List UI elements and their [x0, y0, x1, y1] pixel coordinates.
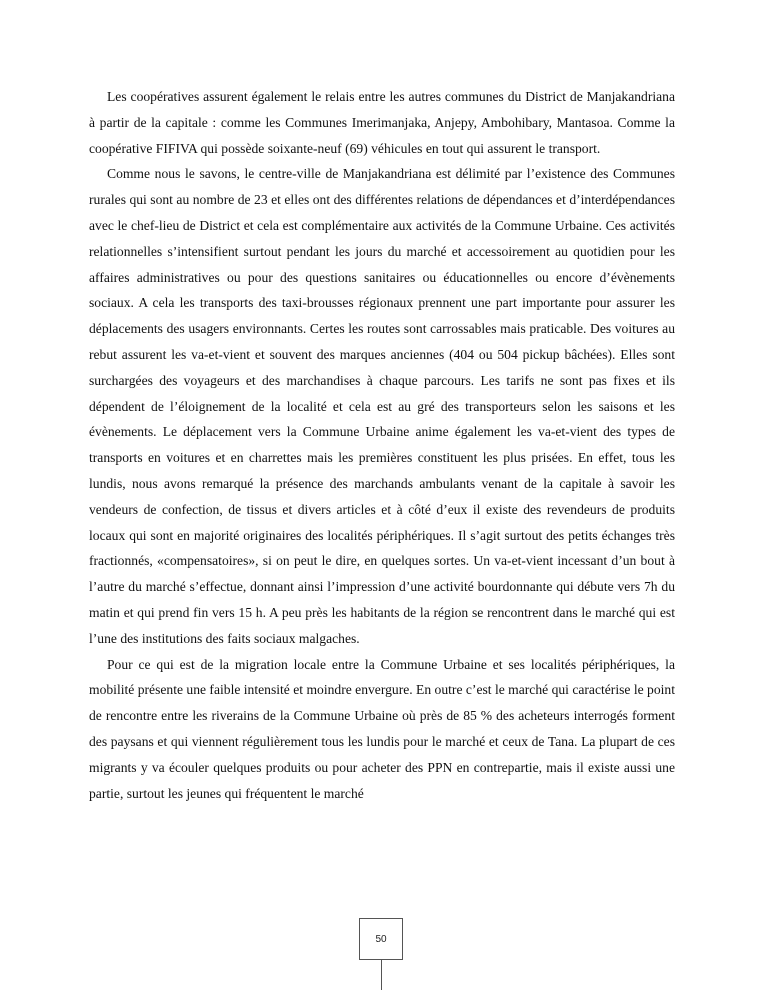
paragraph-cooperatives: Les coopératives assurent également le relais entre les autres communes du District de Manjakandriana à partir de la capitale : comme les Communes Imerimanjaka, Anjepy, Ambohibary, Mantasoa. Comme la coopérative FIFIVA qui possède soixante-neuf (69) véhicules en tout qui assurent le transport. — [89, 89, 675, 156]
page-number-connector — [381, 960, 382, 990]
paragraph-communes-rurales: Comme nous le savons, le centre-ville de Manjakandriana est délimité par l’existence des Communes rurales qui sont au nombre de 23 et elles ont des différentes relations de dépendances et d’interdépendances avec le chef-lieu de District et cela est complémentaire aux activités de la Commune Urbaine. Ces activités relationnelles s’intensifient surtout pendant les jours du marché et accessoirement au quotidien pour les affaires administratives ou pour des questions sanitaires ou éducationnelles ou encore d’évènements sociaux. A cela les transports des taxi-brousses régionaux prennent une part importante pour assurer les déplacements des usagers environnants. Certes les routes sont carrossables mais praticable. Des voitures au rebut assurent les va-et-vient et souvent des marques anciennes (404 ou 504 pickup bâchées). Elles sont surchargées des voyageurs et des marchandises à chaque parcours. Les tarifs ne sont pas fixes et ils dépendent de l’éloignement de la localité et cela est au gré des transporteurs selon les saisons et les évènements. Le déplacement vers la Commune Urbaine anime également les va-et-vient des types de transports en voitures et en charrettes mais les premières constituent les plus prisées. En effet, tous les lundis, nous avons remarqué la présence des marchands ambulants venant de la capitale à savoir les vendeurs de confection, de tissus et divers articles et à côté d’eux il existe des revendeurs de produits locaux qui sont en majorité originaires des localités périphériques. Il s’agit surtout des petits échanges très fractionnés, «compensatoires», si on peut le dire, en quelques sortes. Un va-et-vient incessant d’un bout à l’autre du marché s’effectue, donnant ainsi l’impression d’une activité bourdonnante qui débute vers 7h du matin et qui prend fin vers 15 h. A peu près les habitants de la région se rencontrent dans le marché qui est l’une des institutions des faits sociaux malgaches. — [89, 166, 675, 646]
body-text — [89, 84, 675, 806]
paragraph-migration-locale: Pour ce qui est de la migration locale entre la Commune Urbaine et ses localités périphériques, la mobilité présente une faible intensité et moindre envergure. En outre c’est le marché qui caractérise le point de rencontre entre les riverains de la Commune Urbaine où près de 85 % des acheteurs interrogés forment des paysans et qui viennent régulièrement tous les lundis pour le marché et ceux de Tana. La plupart de ces migrants y va écouler quelques produits ou pour acheter des PPN en contrepartie, mais il existe aussi une partie, surtout les jeunes qui fréquentent le marché — [89, 656, 675, 801]
page-number: 50 — [359, 918, 403, 960]
